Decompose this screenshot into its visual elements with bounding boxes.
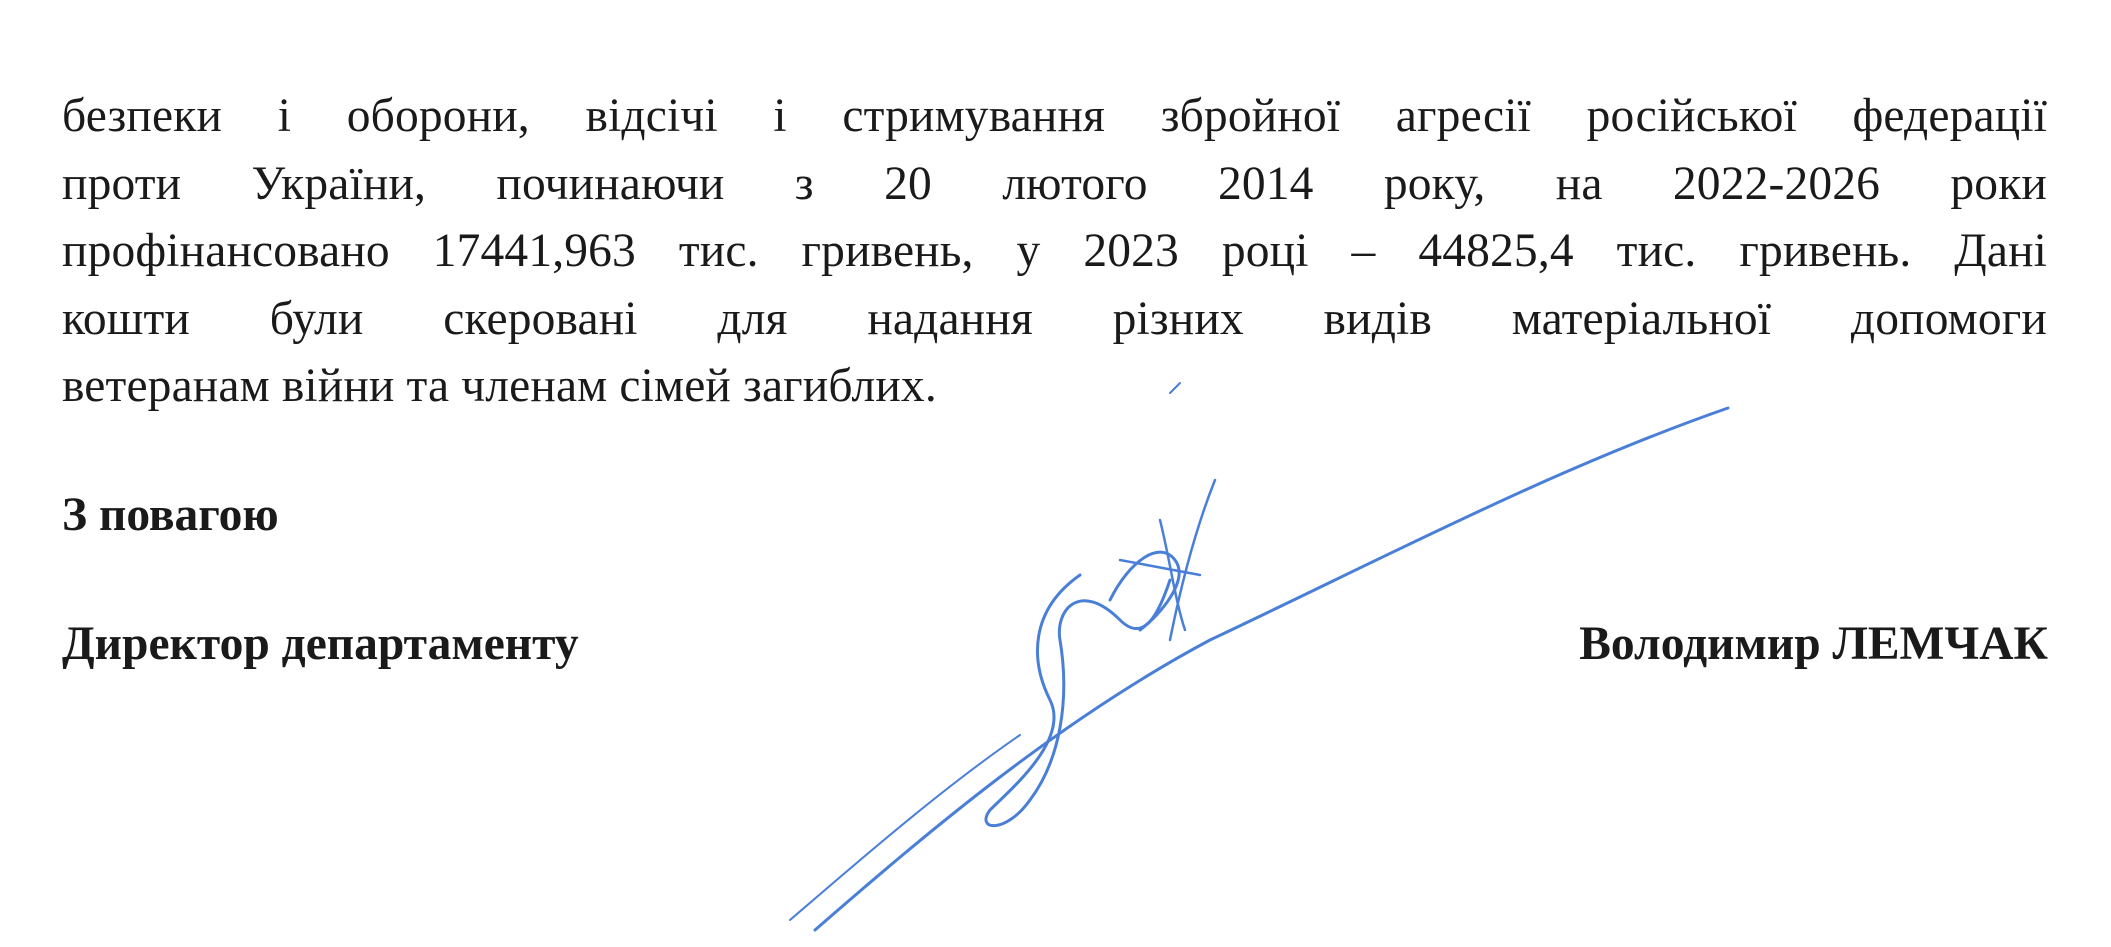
signature-tall-stroke — [1170, 480, 1215, 640]
paragraph-line: безпеки і оборони, відсічі і стримування збройної агресії російської федерації — [62, 90, 2047, 142]
signer-name: Володимир ЛЕМЧАК — [1579, 618, 2048, 670]
signature-cross-stroke — [1120, 520, 1200, 630]
signer-title: Директор департаменту — [62, 618, 579, 670]
paragraph-line: профінансовано 17441,963 тис. гривень, у 2023 році – 44825,4 тис. гривень. Дані — [62, 225, 2047, 277]
paragraph-line: проти України, починаючи з 20 лютого 2014 року, на 2022-2026 роки — [62, 157, 2047, 210]
closing-salutation: З повагою — [62, 489, 279, 541]
paragraph-line: ветеранам війни та членам сімей загиблих. — [62, 360, 937, 412]
letter-paragraph — [62, 83, 2047, 421]
signature-flourish — [986, 575, 1170, 826]
signature-upper-loop — [1110, 552, 1179, 630]
signature-thin-stroke — [790, 735, 1020, 920]
paragraph-line: кошти були скеровані для надання різних видів матеріальної допомоги — [62, 292, 2047, 345]
